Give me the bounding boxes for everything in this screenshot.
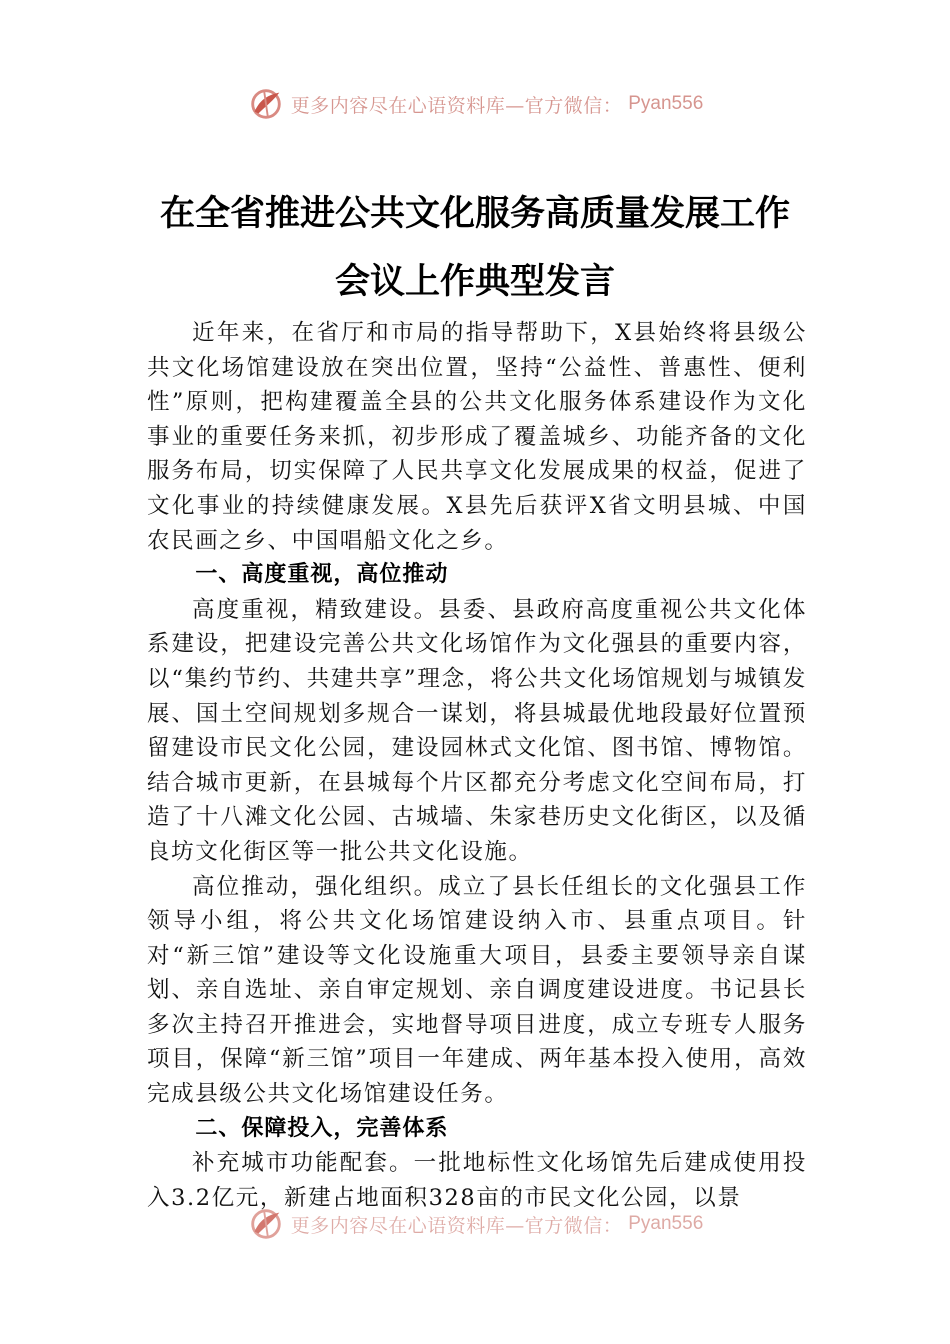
watermark-text: 更多内容尽在心语资料库—官方微信： — [290, 1214, 623, 1237]
watermark-id: Pyan556 — [628, 1213, 704, 1234]
watermark-logo-icon — [247, 1205, 285, 1243]
watermark-text: 更多内容尽在心语资料库—官方微信： — [290, 94, 623, 117]
watermark-bottom — [0, 1204, 950, 1244]
document-body — [147, 316, 807, 1215]
document-title-line2: 会议上作典型发言 — [334, 261, 615, 302]
watermark-logo-icon — [247, 85, 285, 123]
section1-heading: 一、高度重视，高位推动 — [195, 562, 449, 588]
document-title-line1: 在全省推进公共文化服务高质量发展工作 — [159, 193, 790, 234]
section1-paragraph1: 高度重视，精致建设。县委、县政府高度重视公共文化体系建设，把建设完善公共文化场馆作为文化强县的重要内容，以“集约节约、共建共享”理念，将公共文化场馆规划与城镇发展、国土空间规划多规合一谋划，将县城最优地段最好位置预留建设市民文化公园，建设园林式文化馆、图书馆、博物馆。结合城市更新，在县城每个片区都充分考虑文化空间布局，打造了十八滩文化公园、古城墙、朱家巷历史文化街区，以及循良坊文化街区等一批公共文化设施。 — [147, 596, 807, 865]
intro-paragraph: 近年来，在省厅和市局的指导帮助下，X县始终将县级公共文化场馆建设放在突出位置，坚持“公益性、普惠性、便利性”原则，把构建覆盖全县的公共文化服务体系建设作为文化事业的重要任务来抓，初步形成了覆盖城乡、功能齐备的文化服务布局，切实保障了人民共享文化发展成果的权益，促进了文化事业的持续健康发展。X县先后获评X省文明县城、中国农民画之乡、中国唱船文化之乡。 — [147, 320, 807, 554]
section2-heading: 二、保障投入，完善体系 — [195, 1115, 449, 1141]
section2-paragraph1: 补充城市功能配套。一批地标性文化场馆先后建成使用投入3.2亿元，新建占地面积328亩的市民文化公园，以景 — [147, 1150, 807, 1211]
watermark-id: Pyan556 — [628, 93, 704, 114]
watermark-top — [0, 84, 950, 124]
section1-paragraph2: 高位推动，强化组织。成立了县长任组长的文化强县工作领导小组，将公共文化场馆建设纳入市、县重点项目。针对“新三馆”建设等文化设施重大项目，县委主要领导亲自谋划、亲自选址、亲自审定规划、亲自调度建设进度。书记县长多次主持召开推进会，实地督导项目进度，成立专班专人服务项目，保障“新三馆”项目一年建成、两年基本投入使用，高效完成县级公共文化场馆建设任务。 — [147, 873, 807, 1108]
